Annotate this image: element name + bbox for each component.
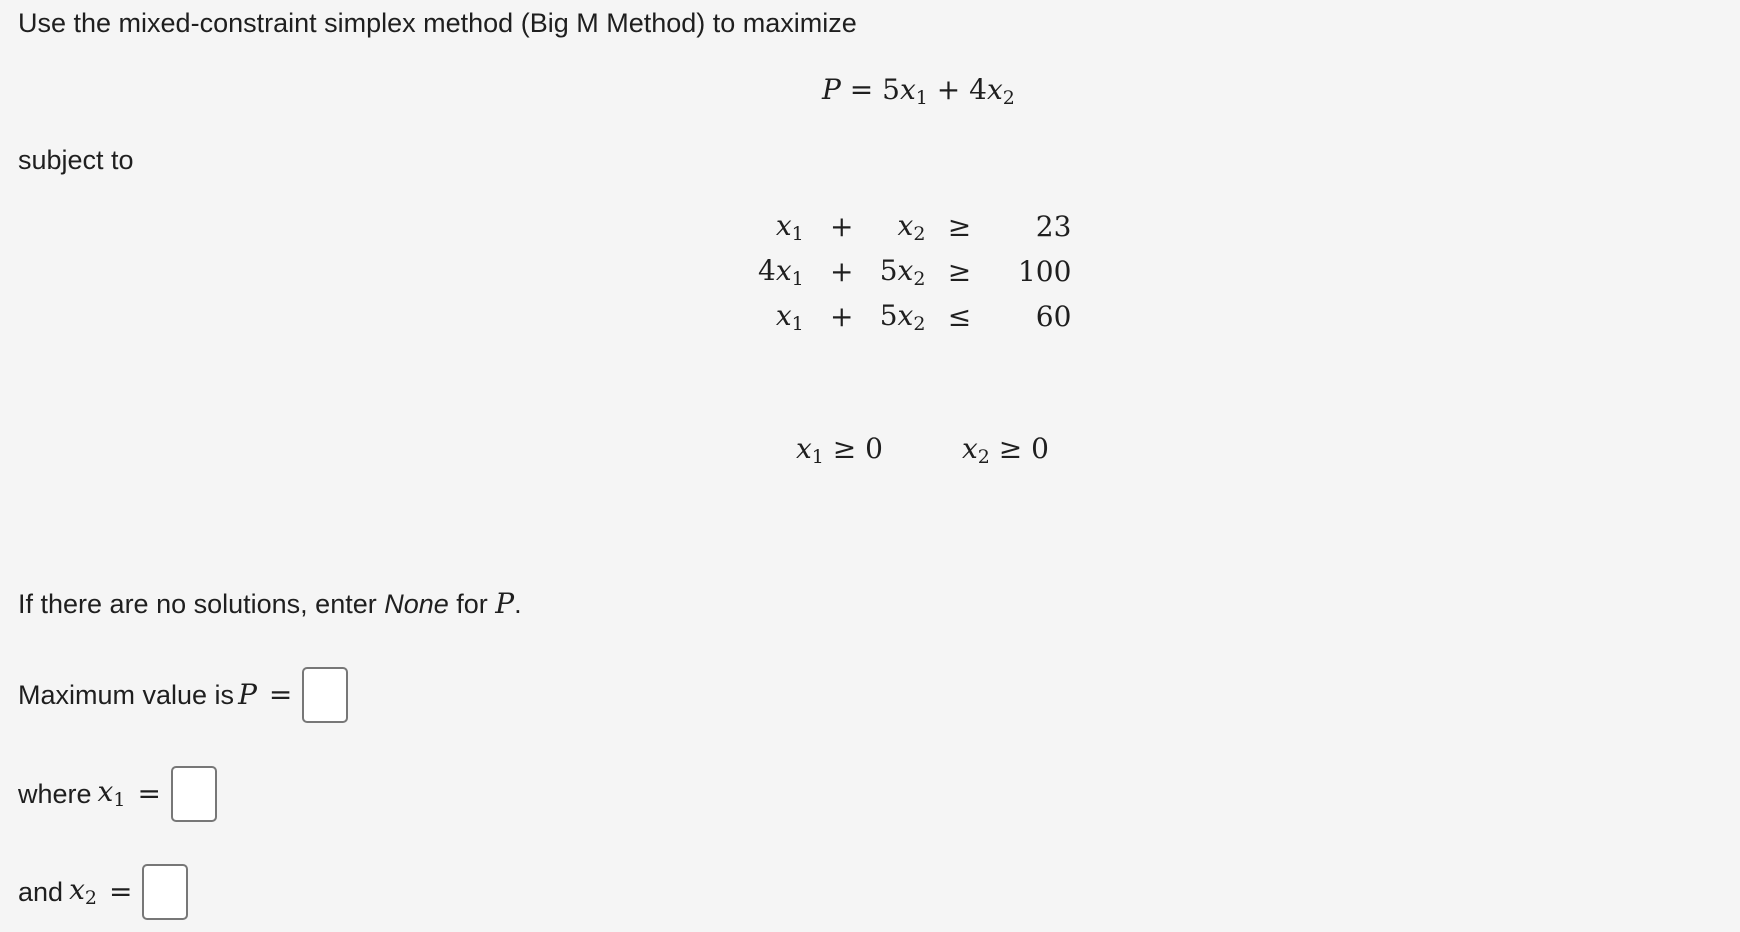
objective-plus: +	[936, 73, 961, 106]
x1-variable: $x_1$	[97, 775, 126, 811]
constraint-relation: ≥	[947, 255, 972, 288]
constraint-term-x1: $x_1$	[775, 208, 804, 245]
constraint-operator: +	[829, 255, 854, 288]
no-solution-note: If there are no solutions, enter None for P.	[18, 587, 522, 620]
x1-label: where	[18, 778, 92, 809]
objective-function	[822, 73, 1015, 109]
x1-equals: =	[137, 777, 161, 810]
subject-to-label: subject to	[18, 145, 134, 175]
x2-label: and	[18, 876, 64, 907]
none-keyword: None	[384, 589, 449, 619]
x2-row	[18, 864, 188, 920]
constraint-operator: +	[829, 210, 854, 243]
constraint-relation: ≤	[947, 300, 972, 333]
constraint-rhs: 23	[1035, 210, 1072, 243]
instruction-text: Use the mixed-constraint simplex method (Big M Method) to maximize	[18, 8, 857, 38]
constraint-table	[752, 204, 1077, 339]
constraint-relation: ≥	[947, 210, 972, 243]
objective-term-1: $5x_1$	[882, 73, 928, 109]
x1-input[interactable]	[171, 766, 217, 822]
p-variable: P	[495, 587, 515, 620]
constraint-row	[752, 204, 1077, 249]
max-value-row	[18, 667, 348, 723]
x2-equals: =	[108, 875, 133, 908]
constraint-term-x1: $x_1$	[775, 298, 804, 335]
constraint-rhs: 100	[1017, 255, 1072, 288]
constraint-term-x2: $5x_2$	[879, 253, 926, 290]
constraint-rhs: 60	[1035, 300, 1072, 333]
constraint-term-x2: $5x_2$	[879, 298, 926, 335]
max-p-variable: P	[238, 678, 257, 711]
constraint-row	[752, 294, 1077, 339]
x2-input[interactable]	[142, 864, 188, 920]
max-value-label: Maximum value is	[18, 679, 235, 710]
objective-lhs: P	[822, 73, 841, 106]
constraint-operator: +	[829, 300, 854, 333]
nonneg-x2: $x_2 \ge 0$	[962, 432, 1049, 468]
x1-row	[18, 766, 217, 822]
constraint-row	[752, 249, 1077, 294]
constraint-term-x1: $4x_1$	[758, 253, 804, 290]
objective-term-2: $4x_2$	[969, 73, 1015, 109]
max-equals: =	[268, 678, 293, 711]
max-value-input[interactable]	[302, 667, 348, 723]
objective-equals: =	[849, 73, 874, 106]
constraint-term-x2: $x_2$	[897, 208, 926, 245]
nonneg-x1: $x_1 \ge 0$	[796, 432, 883, 468]
x2-variable: $x_2$	[69, 873, 97, 909]
